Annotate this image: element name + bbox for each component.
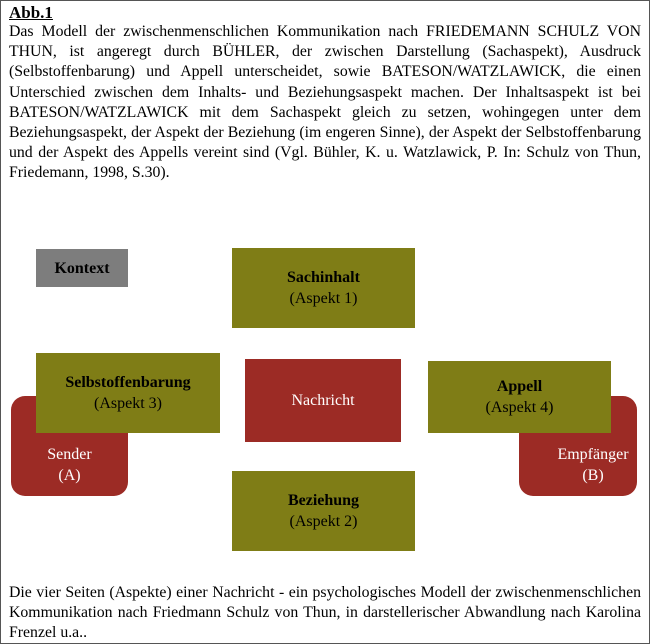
caption-paragraph: Die vier Seiten (Aspekte) einer Nachricht - ein psychologisches Modell der zwischenmenschlichen Kommunikation nach Friedmann Schulz von Thun, in darstellerischer Abwandlung nach Karolina Frenzel u.a.. — [9, 584, 641, 642]
appell-box — [428, 361, 611, 433]
sachinhalt-box — [232, 248, 415, 328]
nachricht-label: Nachricht — [291, 392, 355, 409]
appell-sub: (Aspekt 4) — [485, 399, 554, 416]
kontext-box — [36, 249, 128, 287]
selbstoffenbarung-box — [36, 353, 220, 433]
empfaenger-label: Empfänger — [557, 446, 629, 463]
sender-sub: (A) — [58, 467, 81, 484]
figure-heading: Abb.1 — [9, 3, 53, 22]
nachricht-box — [245, 359, 401, 442]
kontext-label: Kontext — [54, 259, 110, 277]
appell-title: Appell — [496, 378, 543, 395]
beziehung-box — [232, 471, 415, 551]
sachinhalt-sub: (Aspekt 1) — [289, 290, 358, 307]
intro-paragraph: Das Modell der zwischenmenschlichen Kommunikation nach FRIEDEMANN SCHULZ VON THUN, ist angeregt durch BÜHLER, der zwischen Darstellung (Sachaspekt), Ausdruck (Selbstoffenbarung) und Appell unterscheidet, sowie BATESON/WATZLAWICK, die einen Unterschied zwischen dem Inhalts- und Beziehungsaspekt machen. Der Inhaltsaspekt ist bei BATESON/WATZLAWICK mit dem Sachaspekt gleich zu setzen, wohingegen unter dem Beziehungsaspekt, der Aspekt der Beziehung (im engeren Sinne), der Aspekt der Selbstoffenbarung und der Aspekt des Appells vereint sind (Vgl. Bühler, K. u. Watzlawick, P. In: Schulz von Thun, Friedemann, 1998, S.30). — [9, 23, 641, 182]
beziehung-title: Beziehung — [287, 492, 360, 509]
selbstoffenbarung-title: Selbstoffenbarung — [65, 374, 191, 391]
selbstoffenbarung-sub: (Aspekt 3) — [94, 395, 162, 412]
empfaenger-sub: (B) — [582, 467, 604, 484]
beziehung-sub: (Aspekt 2) — [289, 513, 358, 530]
sachinhalt-title: Sachinhalt — [287, 269, 360, 286]
sender-label: Sender — [47, 446, 92, 463]
